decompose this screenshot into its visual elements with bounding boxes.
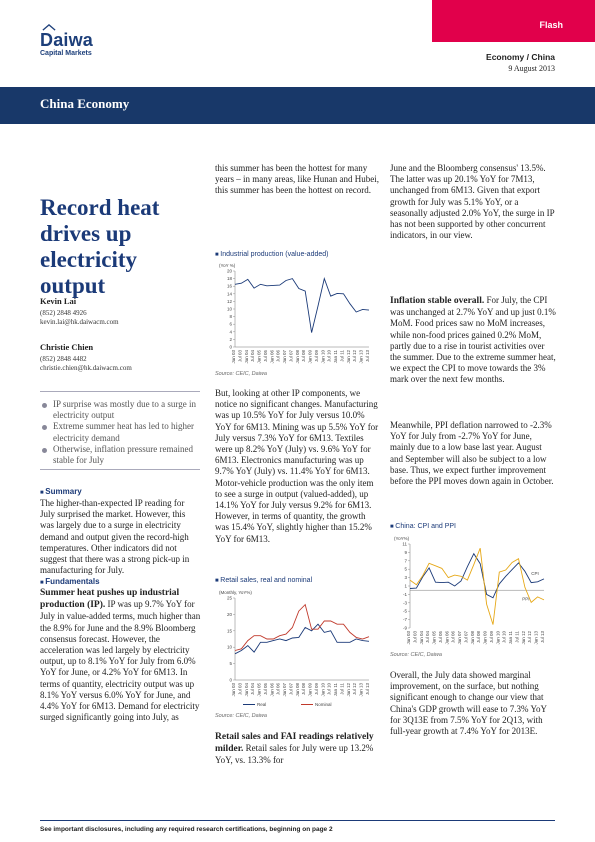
- x-tick-label: Jul 13: [540, 631, 545, 644]
- y-tick-label: -5: [402, 608, 407, 614]
- chart3-source: Source: CEIC, Daiwa: [390, 652, 442, 658]
- y-tick-label: 11: [402, 541, 407, 547]
- x-tick-label: Jul 11: [339, 683, 345, 695]
- x-tick-label: Jan 08: [294, 683, 300, 697]
- x-tick-label: Jan 08: [469, 631, 475, 645]
- fundamentals-heading: ■ Fundamentals: [40, 577, 100, 586]
- y-tick-label: 6: [229, 321, 232, 327]
- chart1-source: Source: CEIC, Daiwa: [215, 371, 267, 377]
- x-tick-label: Jul 12: [527, 631, 533, 644]
- y-tick-label: -7: [402, 617, 407, 623]
- author-phone: (852) 2848 4926: [40, 309, 87, 317]
- x-tick-label: Jul 09: [313, 350, 319, 363]
- inflation-subhead: Inflation stable overall.: [390, 296, 485, 306]
- y-tick-label: 15: [226, 628, 232, 634]
- x-tick-label: Jan 06: [444, 631, 450, 645]
- y-tick-label: 5: [404, 566, 407, 572]
- x-tick-label: Jan 12: [520, 631, 526, 645]
- x-tick-label: Jul 08: [476, 631, 482, 644]
- fundamentals-text: [40, 587, 203, 723]
- footer-disclosure: See important disclosures, including any required research certifications, beginning on page 2: [40, 826, 333, 833]
- x-tick-label: Jan 03: [406, 631, 411, 645]
- x-tick-label: Jul 10: [501, 631, 507, 644]
- list-item: Otherwise, inflation pressure remained stable for July: [40, 444, 200, 466]
- x-tick-label: Jan 03: [231, 683, 236, 697]
- x-tick-label: Jul 10: [326, 350, 332, 363]
- logo-wordmark: Daiwa: [40, 30, 94, 50]
- y-tick-label: 0: [229, 677, 232, 683]
- x-tick-label: Jul 03: [412, 631, 418, 644]
- y-tick-label: -3: [402, 600, 407, 606]
- author-name: Kevin Lai: [40, 296, 77, 306]
- y-tick-label: 10: [226, 306, 232, 312]
- x-tick-label: Jul 11: [339, 350, 345, 362]
- x-tick-label: Jul 06: [275, 350, 281, 363]
- y-tick-label: 25: [226, 595, 232, 601]
- author-email: kevin.lai@hk.daiwacm.com: [40, 318, 119, 326]
- inflation-body: For July, the CPI was unchanged at 2.7% YoY and up just 0.1% MoM. Food prices saw no MoM increases, while non-food prices gained 0.2% MoM, partly due to a rise in tourist activities over the summer. Due to the extreme summer heat, we expect the CPI to move towards the 3% mark over the next few months.: [390, 295, 556, 385]
- x-tick-label: Jul 09: [313, 683, 319, 696]
- author-email: christie.chien@hk.daiwacm.com: [40, 364, 132, 372]
- x-tick-label: Jan 11: [333, 350, 339, 364]
- retail-body: Retail sales for July were up 13.2% YoY, vs. 13.3% for: [215, 743, 374, 766]
- x-tick-label: Jul 11: [514, 631, 520, 643]
- x-tick-label: Jul 13: [365, 350, 370, 363]
- x-tick-label: Jan 09: [307, 683, 313, 697]
- retail-subhead: Retail sales and FAI readings relatively milder.: [215, 732, 374, 755]
- x-tick-label: Jan 12: [345, 350, 351, 364]
- y-tick-label: 10: [226, 644, 232, 650]
- logo-subtitle: Capital Markets: [40, 50, 92, 57]
- y-tick-label: 14: [226, 291, 232, 297]
- x-tick-label: Jan 13: [358, 683, 364, 697]
- y-tick-label: 18: [226, 276, 232, 282]
- x-tick-label: Jan 06: [269, 683, 275, 697]
- page-title: Record heat drives up electricity output: [40, 195, 160, 298]
- legend-label: Nominal: [315, 702, 332, 707]
- header-date: 9 August 2013: [508, 64, 555, 73]
- x-tick-label: Jul 07: [288, 683, 294, 696]
- col2-bottom-text: [215, 731, 380, 767]
- x-tick-label: Jan 04: [243, 350, 249, 364]
- author-block-2: [40, 342, 132, 372]
- y-tick-label: 12: [226, 298, 232, 304]
- y-tick-label: 20: [226, 611, 232, 617]
- x-tick-label: Jul 10: [326, 683, 332, 696]
- series-line: [235, 605, 369, 651]
- key-points-list: [40, 399, 200, 466]
- col2-top-text: this summer has been the hottest for many years – in many areas, like Hunan and Hubei, this summer has been the hottest on record.: [215, 163, 379, 196]
- col3-bottom-text: Overall, the July data showed marginal improvement, on the surface, but nothing significant enough to change our view that China's GDP growth will ease to 7.3% YoY for 3Q13E from 7.5% YoY for 2Q13, with full-year growth at 7.4% YoY for 2013E.: [390, 670, 547, 737]
- x-tick-label: Jan 04: [418, 631, 424, 645]
- author-phone: (852) 2848 4482: [40, 355, 87, 363]
- header-info: [486, 52, 555, 73]
- chart2-source: Source: CEIC, Daiwa: [215, 713, 267, 719]
- header-section: Economy / China: [486, 52, 555, 62]
- col3-top-text: June and the Bloomberg consensus' 13.5%. The latter was up 20.1% YoY for 7M13, unchanged from 6M13. Given that export growth for July was 5.1% YoY, or a seasonally adjusted 2.0% YoY, the surge in IP has not been supported by other concurrent indicators, in our view.: [390, 163, 555, 241]
- series-line: [235, 624, 369, 654]
- x-tick-label: Jul 04: [250, 683, 256, 696]
- x-tick-label: Jan 11: [333, 683, 339, 697]
- x-tick-label: Jan 09: [307, 350, 313, 364]
- chart1-title: ■ Industrial production (value-added): [215, 251, 328, 258]
- y-axis-label: (YoY %): [219, 263, 236, 268]
- industrial-production-chart: [215, 259, 375, 369]
- x-tick-label: Jan 03: [231, 350, 236, 364]
- x-tick-label: Jul 12: [352, 683, 358, 696]
- x-tick-label: Jul 06: [275, 683, 281, 696]
- list-item: Extreme summer heat has led to higher electricity demand: [40, 421, 200, 443]
- y-axis-label: (Monthly, YoY%): [219, 590, 252, 595]
- x-tick-label: Jul 05: [262, 350, 268, 363]
- x-tick-label: Jan 05: [256, 350, 262, 364]
- divider: [40, 469, 200, 470]
- y-tick-label: -9: [402, 625, 407, 631]
- x-tick-label: Jan 07: [282, 683, 288, 697]
- col2-mid-text: But, looking at other IP components, we notice no significant changes. Manufacturing was up 10.5% YoY for July versus 10.0% YoY for 6M13. Mining was up 5.5% YoY for July versus 7.3% YoY for 6M13. Textiles were up 8.2% YoY (July) vs. 9.6% YoY for 6M13. Electronics manufacturing was up 9.7% YoY (July) vs. 11.4% YoY for 6M13. Motor-vehicle production was the only item to see a surge in output (valued-added), up 14.1% YoY for July versus 9.2% for 6M13. However, in terms of quantity, the growth was 15.4% YoY, slightly higher than 15.2% YoY for 6M13.: [215, 388, 379, 544]
- list-item: IP surprise was mostly due to a surge in electricity output: [40, 399, 200, 421]
- x-tick-label: Jan 10: [320, 683, 326, 697]
- x-tick-label: Jul 05: [262, 683, 268, 696]
- author-name: Christie Chien: [40, 342, 94, 352]
- y-tick-label: 20: [226, 268, 232, 274]
- y-tick-label: 8: [229, 314, 232, 320]
- x-tick-label: Jul 12: [352, 350, 358, 363]
- author-block-1: [40, 296, 119, 326]
- x-tick-label: Jan 06: [269, 350, 275, 364]
- x-tick-label: Jul 05: [437, 631, 443, 644]
- y-tick-label: 5: [229, 661, 232, 667]
- x-tick-label: Jul 07: [463, 631, 469, 644]
- y-tick-label: 16: [226, 283, 232, 289]
- x-tick-label: Jan 12: [345, 683, 351, 697]
- y-tick-label: 3: [404, 575, 407, 581]
- x-tick-label: Jan 10: [495, 631, 501, 645]
- series-line: [410, 548, 544, 624]
- series-line: [235, 279, 369, 333]
- fundamentals-subhead: Summer heat pushes up industrial production (IP).: [40, 588, 180, 611]
- chart2-title: ■ Retail sales, real and nominal: [215, 577, 312, 584]
- series-line: [410, 554, 544, 598]
- x-tick-label: Jan 07: [457, 631, 463, 645]
- fundamentals-body: IP was up 9.7% YoY for July in value-added terms, much higher than the 8.9% for June and the 8.9% Bloomberg consensus forecast. However, the acceleration was led largely by electricity output, up to 8.1% YoY for July from 6.0% YoY for June, or 4.2% YoY for 6M13. In terms of quantity, electricity output was up 8.1% YoY versus 6.0% YoY for June, and 4.4% YoY for 6M13. Demand for electricity surged significantly going into July, as: [40, 599, 201, 723]
- series-label-ppi: PPI: [522, 596, 530, 602]
- y-tick-label: 1: [404, 583, 407, 589]
- y-tick-label: 7: [404, 558, 407, 564]
- y-tick-label: -1: [402, 591, 407, 597]
- legend-label: Real: [257, 702, 267, 707]
- x-tick-label: Jul 08: [301, 350, 307, 363]
- ppi-paragraph: Meanwhile, PPI deflation narrowed to -2.3% YoY for July from -2.7% YoY for June, mainly due to a low base last year. August and September will also be subject to a low base. Thus, we expect further improvement before the PPI moves down again in October.: [390, 420, 554, 487]
- y-tick-label: 9: [404, 549, 407, 555]
- x-tick-label: Jul 13: [365, 683, 370, 696]
- chart3-title: ■ China: CPI and PPI: [390, 523, 456, 530]
- x-tick-label: Jul 07: [288, 350, 294, 363]
- x-tick-label: Jul 03: [237, 350, 243, 363]
- y-tick-label: 0: [229, 344, 232, 350]
- footer-rule: [40, 820, 555, 821]
- x-tick-label: Jan 11: [508, 631, 514, 645]
- cpi-ppi-chart: [390, 532, 550, 650]
- x-tick-label: Jan 10: [320, 350, 326, 364]
- retail-sales-chart: [215, 586, 375, 710]
- inflation-paragraph: [390, 295, 556, 386]
- x-tick-label: Jul 08: [301, 683, 307, 696]
- x-tick-label: Jan 08: [294, 350, 300, 364]
- x-tick-label: Jan 09: [482, 631, 488, 645]
- y-tick-label: 2: [229, 336, 232, 342]
- band-title: China Economy: [40, 96, 130, 111]
- summary-heading: ■ Summary: [40, 487, 82, 496]
- x-tick-label: Jul 04: [425, 631, 431, 644]
- x-tick-label: Jan 13: [533, 631, 539, 645]
- series-label-cpi: CPI: [531, 571, 539, 577]
- x-tick-label: Jul 03: [237, 683, 243, 696]
- y-axis-label: (YoY%): [394, 536, 410, 541]
- x-tick-label: Jan 13: [358, 350, 364, 364]
- x-tick-label: Jan 04: [243, 683, 249, 697]
- x-tick-label: Jul 04: [250, 350, 256, 363]
- x-tick-label: Jul 09: [488, 631, 494, 644]
- summary-text: The higher-than-expected IP reading for July surprised the market. However, this was largely due to a surge in electricity demand and output given the record-high temperatures. Other indicators did not suggest that there was a strong pick-up in manufacturing for July.: [40, 498, 190, 576]
- x-tick-label: Jan 05: [256, 683, 262, 697]
- x-tick-label: Jan 07: [282, 350, 288, 364]
- y-tick-label: 4: [229, 329, 232, 335]
- divider: [40, 391, 200, 392]
- x-tick-label: Jul 06: [450, 631, 456, 644]
- flash-badge: Flash: [432, 0, 595, 42]
- x-tick-label: Jan 05: [431, 631, 437, 645]
